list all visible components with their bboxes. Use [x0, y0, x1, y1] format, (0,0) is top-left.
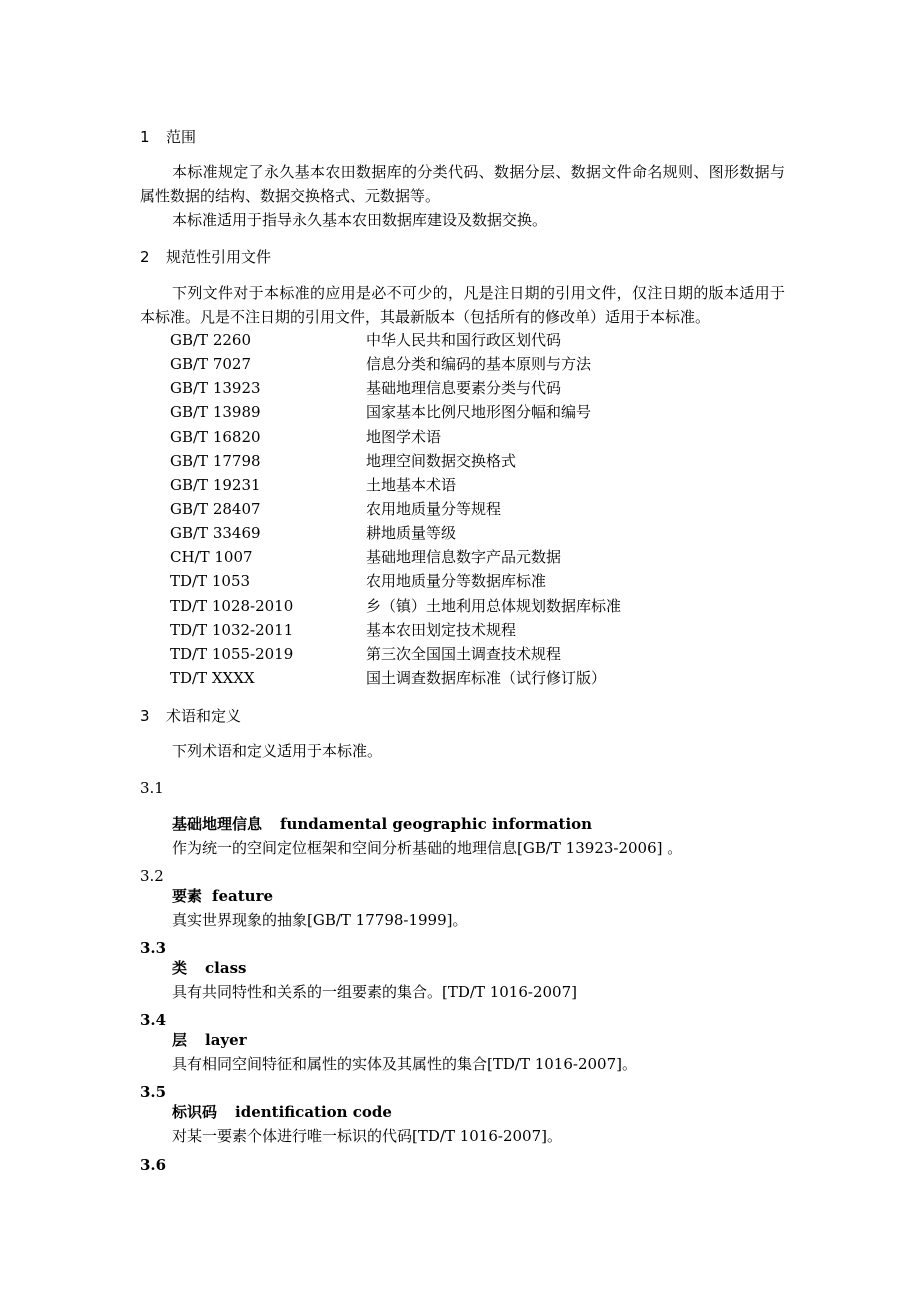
- reference-title: 基本农田划定技术规程: [366, 621, 517, 639]
- section-title: 规范性引用文件: [166, 248, 272, 266]
- term-number: 3.1: [140, 779, 164, 797]
- scope-paragraph-1: 本标准规定了永久基本农田数据库的分类代码、数据分层、数据文件命名规则、图形数据与属性数据的结构、数据交换格式、元数据等。: [140, 163, 785, 205]
- reference-code: TD/T 1053: [170, 572, 251, 590]
- term-definition: 作为统一的空间定位框架和空间分析基础的地理信息[GB/T 13923-2006] 。: [172, 839, 683, 857]
- reference-title: 农用地质量分等规程: [366, 500, 502, 518]
- term-definition: 具有相同空间特征和属性的实体及其属性的集合[TD/T 1016-2007]。: [172, 1055, 637, 1073]
- reference-code: GB/T 17798: [170, 452, 261, 470]
- reference-title: 农用地质量分等数据库标准: [366, 572, 547, 590]
- term-heading: [172, 814, 592, 834]
- section-title: 术语和定义: [166, 707, 242, 725]
- reference-code: GB/T 16820: [170, 428, 261, 446]
- term-definition: 真实世界现象的抽象[GB/T 17798-1999]。: [172, 911, 468, 929]
- term-number: 3.4: [140, 1011, 167, 1029]
- term-definition: 具有共同特性和关系的一组要素的集合。[TD/T 1016-2007]: [172, 983, 577, 1001]
- reference-code: GB/T 33469: [170, 524, 261, 542]
- reference-title: 耕地质量等级: [366, 524, 457, 542]
- term-zh: 标识码: [172, 1103, 218, 1121]
- term-en: feature: [212, 887, 274, 905]
- reference-code: TD/T 1032-2011: [170, 621, 294, 639]
- reference-code: CH/T 1007: [170, 548, 253, 566]
- reference-code: GB/T 7027: [170, 355, 252, 373]
- reference-title: 中华人民共和国行政区划代码: [366, 331, 562, 349]
- reference-title: 国土调查数据库标准（试行修订版）: [366, 669, 607, 687]
- reference-title: 国家基本比例尺地形图分幅和编号: [366, 403, 592, 421]
- scope-paragraph-2: 本标准适用于指导永久基本农田数据库建设及数据交换。: [172, 211, 548, 229]
- reference-code: GB/T 28407: [170, 500, 261, 518]
- section-heading-scope: [140, 127, 196, 147]
- term-en: fundamental geographic information: [280, 815, 593, 833]
- term-zh: 层: [172, 1031, 188, 1049]
- section-title: 范围: [166, 128, 197, 146]
- reference-title: 乡（镇）土地利用总体规划数据库标准: [366, 597, 622, 615]
- terms-intro: 下列术语和定义适用于本标准。: [172, 742, 383, 760]
- reference-code: GB/T 19231: [170, 476, 261, 494]
- reference-title: 信息分类和编码的基本原则与方法: [366, 355, 592, 373]
- section-heading-terms-definitions: [140, 706, 241, 726]
- reference-title: 土地基本术语: [366, 476, 457, 494]
- reference-code: GB/T 2260: [170, 331, 252, 349]
- term-number: 3.6: [140, 1156, 167, 1174]
- reference-code: TD/T 1028-2010: [170, 597, 294, 615]
- reference-code: TD/T XXXX: [170, 669, 255, 687]
- reference-code: TD/T 1055-2019: [170, 645, 294, 663]
- section-heading-normative-references: [140, 247, 271, 267]
- term-heading: [172, 1030, 247, 1050]
- term-number: 3.5: [140, 1083, 167, 1101]
- section-number: 2: [140, 248, 150, 266]
- term-definition: 对某一要素个体进行唯一标识的代码[TD/T 1016-2007]。: [172, 1127, 562, 1145]
- reference-title: 第三次全国国土调查技术规程: [366, 645, 562, 663]
- normative-intro-paragraph: 下列文件对于本标准的应用是必不可少的，凡是注日期的引用文件，仅注日期的版本适用于本标准。凡是不注日期的引用文件，其最新版本（包括所有的修改单）适用于本标准。: [140, 284, 785, 326]
- reference-code: GB/T 13989: [170, 403, 261, 421]
- term-en: layer: [205, 1031, 247, 1049]
- term-number: 3.3: [140, 939, 167, 957]
- term-en: identification code: [235, 1103, 392, 1121]
- term-heading: [172, 1102, 392, 1122]
- reference-code: GB/T 13923: [170, 379, 261, 397]
- term-en: class: [205, 959, 247, 977]
- section-number: 3: [140, 707, 150, 725]
- reference-title: 地图学术语: [366, 428, 442, 446]
- section-number: 1: [140, 128, 150, 146]
- term-heading: [172, 958, 246, 978]
- reference-title: 地理空间数据交换格式: [366, 452, 517, 470]
- term-number: 3.2: [140, 867, 164, 885]
- reference-title: 基础地理信息数字产品元数据: [366, 548, 562, 566]
- term-zh: 基础地理信息: [172, 815, 263, 833]
- term-zh: 要素: [172, 887, 203, 905]
- term-heading: [172, 886, 273, 906]
- term-zh: 类: [172, 959, 188, 977]
- reference-title: 基础地理信息要素分类与代码: [366, 379, 562, 397]
